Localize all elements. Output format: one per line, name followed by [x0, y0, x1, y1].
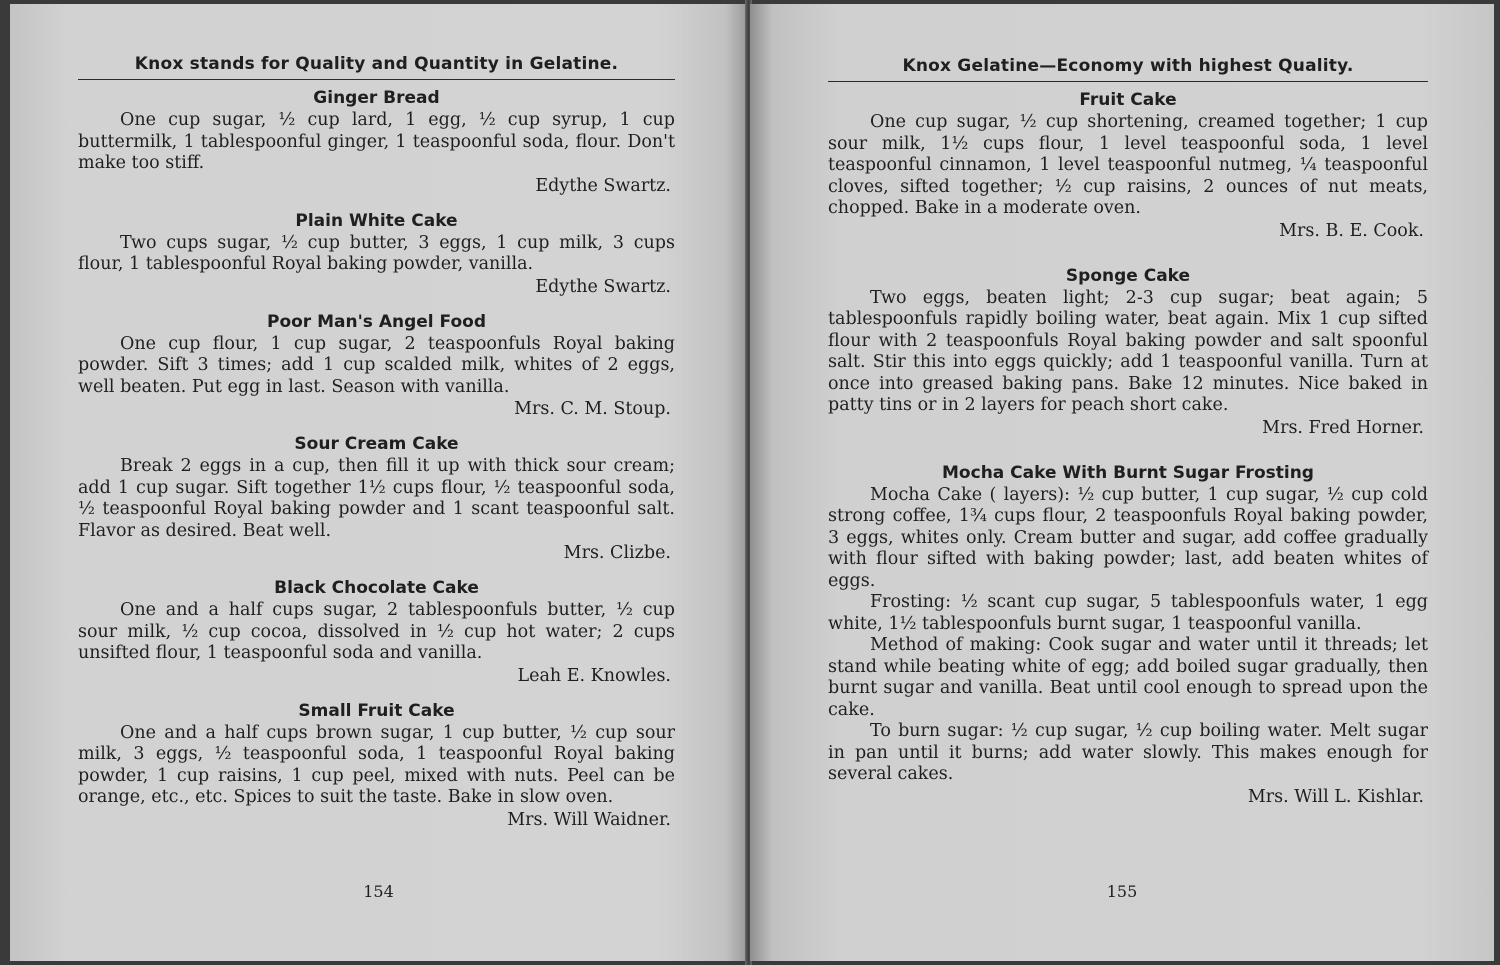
recipe-body: Two eggs, beaten light; 2-3 cup sugar; beat again; 5 tablespoonfuls rapidly boiling water, beat again. Mix 1 cup sifted flour with 2 teaspoonfuls Royal baking powder and salt spoonful salt. Stir this into eggs quickly; add 1 teaspoonful vanilla. Turn at once into greased baking pans. Bake 12 minutes. Nice baked in patty tins or in 2 layers for peach short cake.	[828, 287, 1428, 415]
recipe-title: Sponge Cake	[1065, 265, 1191, 286]
recipe-author: Mrs. Fred Horner.	[1262, 417, 1424, 438]
recipe-sour-cream-cake	[78, 432, 675, 564]
recipe-author: Mrs. Will L. Kishlar.	[1247, 786, 1424, 807]
page-number: 154	[363, 882, 394, 901]
recipe-body: One cup sugar, ½ cup shortening, creamed together; 1 cup sour milk, 1½ cups flour, 1 level teaspoonful soda, 1 level teaspoonful cinnamon, 1 level teaspoonful nutmeg, ¼ teaspoonful cloves, sifted together; ½ cup raisins, 2 ounces of nut meats, chopped. Bake in a moderate oven.	[828, 112, 1428, 218]
recipe-body: Two cups sugar, ½ cup butter, 3 eggs, 1 cup milk, 3 cups flour, 1 tablespoonful Royal baking powder, vanilla.	[78, 232, 675, 274]
recipe-paragraph: Frosting: ½ scant cup sugar, 5 tablespoonfuls water, 1 egg white, 1½ tablespoonfuls burnt sugar, 1 teaspoonful vanilla.	[828, 592, 1428, 634]
right-page	[750, 4, 1494, 961]
recipe-author: Edythe Swartz.	[535, 175, 671, 196]
recipe-author: Edythe Swartz.	[535, 276, 671, 297]
recipe-paragraph: To burn sugar: ½ cup sugar, ½ cup boiling water. Melt sugar in pan until it burns; add water slowly. This makes enough for several cakes.	[828, 721, 1428, 784]
recipe-body: Break 2 eggs in a cup, then fill it up with thick sour cream; add 1 cup sugar. Sift together 1½ cups flour, ½ teaspoonful soda, ½ teaspoonful Royal baking powder and 1 scant teaspoonful salt. Flavor as desired. Beat well.	[78, 456, 675, 541]
left-page	[10, 4, 747, 961]
recipe-body: One and a half cups sugar, 2 tablespoonfuls butter, ½ cup sour milk, ½ cup cocoa, dissolved in ½ cup hot water; 2 cups unsifted flour, 1 teaspoonful soda and vanilla.	[78, 600, 675, 663]
recipe-body: One cup flour, 1 cup sugar, 2 teaspoonfuls Royal baking powder. Sift 3 times; add 1 cup scalded milk, whites of 2 eggs, well beaten. Put egg in last. Season with vanilla.	[78, 333, 675, 397]
recipe-paragraph: Method of making: Cook sugar and water until it threads; let stand while beating white of egg; add boiled sugar gradually, then burnt sugar and vanilla. Beat until cool enough to spread upon the cake.	[828, 635, 1428, 720]
recipe-small-fruit-cake	[78, 699, 675, 831]
recipe-author: Mrs. B. E. Cook.	[1279, 220, 1424, 241]
page-number: 155	[1106, 882, 1138, 901]
recipe-title: Mocha Cake With Burnt Sugar Frosting	[942, 462, 1314, 483]
recipe-title: Black Chocolate Cake	[274, 578, 479, 598]
recipe-poor-mans-angel-food	[78, 310, 675, 421]
recipe-title: Ginger Bread	[313, 88, 440, 108]
recipe-black-chocolate-cake	[78, 576, 675, 687]
right-running-head: Knox Gelatine—Economy with highest Quality.	[828, 56, 1428, 82]
recipe-author: Mrs. Will Waidner.	[507, 809, 671, 830]
recipe-ginger-bread	[78, 86, 675, 197]
recipe-mocha-cake	[828, 461, 1428, 808]
recipe-author: Leah E. Knowles.	[517, 665, 671, 686]
recipe-title: Poor Man's Angel Food	[266, 311, 486, 332]
recipe-title: Sour Cream Cake	[294, 434, 459, 454]
recipe-title: Fruit Cake	[1079, 90, 1177, 110]
recipe-body: One cup sugar, ½ cup lard, 1 egg, ½ cup syrup, 1 cup buttermilk, 1 tablespoonful ginger, 1 teaspoonful soda, flour. Don't make too stiff.	[78, 110, 675, 173]
recipe-paragraph: Mocha Cake ( layers): ½ cup butter, 1 cup sugar, ½ cup cold strong coffee, 1¾ cups flour, 2 teaspoonfuls Royal baking powder, 3 eggs, whites only. Cream butter and sugar, add coffee gradually with flour sifted with baking powder; last, add beaten whites of eggs.	[828, 484, 1428, 591]
recipe-title: Small Fruit Cake	[298, 700, 455, 721]
recipe-sponge-cake	[828, 264, 1428, 439]
recipe-body: One and a half cups brown sugar, 1 cup butter, ½ cup sour milk, 3 eggs, ½ teaspoonful soda, 1 teaspoonful Royal baking powder, 1 cup raisins, 1 cup peel, mixed with nuts. Peel can be orange, etc., etc. Spices to suit the taste. Bake in slow oven.	[78, 722, 675, 807]
recipe-author: Mrs. Clizbe.	[563, 543, 671, 563]
left-running-head: Knox stands for Quality and Quantity in Gelatine.	[78, 54, 675, 80]
recipe-fruit-cake	[828, 88, 1428, 242]
recipe-author: Mrs. C. M. Stoup.	[514, 399, 671, 419]
recipe-title: Plain White Cake	[295, 210, 458, 231]
recipe-plain-white-cake	[78, 209, 675, 298]
